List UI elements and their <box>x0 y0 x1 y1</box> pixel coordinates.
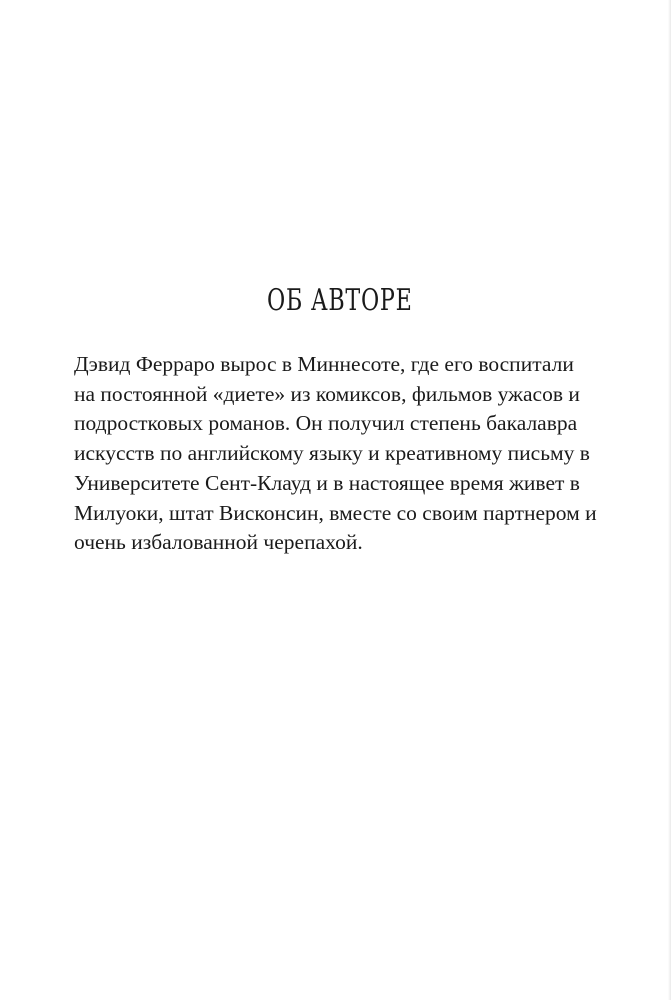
paragraph-line: Дэвид Ферраро вырос в Миннесоте, где его воспитали <box>74 352 574 376</box>
paragraph-line: Милуоки, штат Висконсин, вместе со своим партнером и <box>74 500 597 525</box>
paragraph-line: Университете Сент-Клауд и в настоящее время живет в <box>74 470 580 495</box>
section-heading: ОБ АВТОРЕ <box>267 283 413 318</box>
paragraph-line: искусств по английскому языку и креативному письму в <box>74 441 590 466</box>
paragraph-line: очень избалованной черепахой. <box>74 530 363 555</box>
author-bio-paragraph <box>74 350 644 558</box>
paragraph-line: подростковых романов. Он получил степень бакалавра <box>74 411 578 436</box>
paragraph-line: на постоянной «диете» из комиксов, фильмов ужасов и <box>74 381 580 406</box>
